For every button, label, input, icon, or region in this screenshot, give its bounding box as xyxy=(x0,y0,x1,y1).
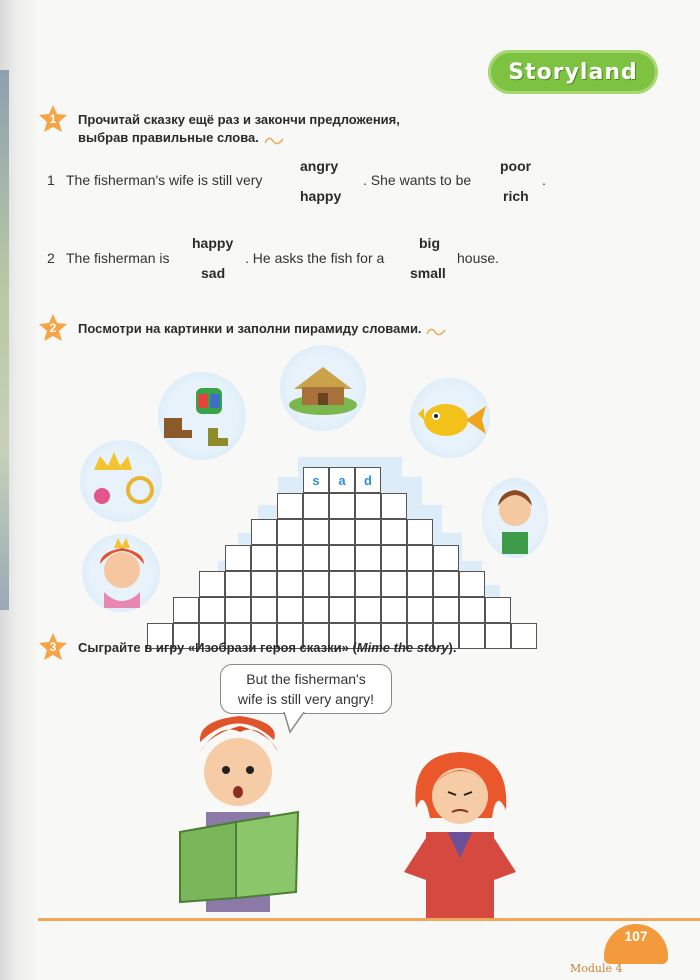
goldfish-icon xyxy=(410,378,490,458)
pyramid-cell[interactable] xyxy=(329,467,355,493)
exercise-1-instruction-line1: Прочитай сказку ещё раз и закончи предложения, xyxy=(78,112,400,127)
pyramid-cell[interactable] xyxy=(485,623,511,649)
pyramid-cell[interactable] xyxy=(355,545,381,571)
pyramid-cell[interactable] xyxy=(459,597,485,623)
pyramid-cell[interactable] xyxy=(329,545,355,571)
fish-picture xyxy=(410,378,490,458)
pyramid-cell[interactable] xyxy=(381,571,407,597)
item-2-text-c: house. xyxy=(457,250,500,266)
pyramid-cell[interactable] xyxy=(355,519,381,545)
jewels-picture xyxy=(80,440,162,522)
pyramid-cell[interactable] xyxy=(381,545,407,571)
pyramid-cell[interactable] xyxy=(199,571,225,597)
house-picture xyxy=(280,345,366,431)
pyramid-cell[interactable] xyxy=(329,597,355,623)
exercise-1-instruction-line2: выбрав правильные слова. xyxy=(78,130,259,145)
pyramid-cell[interactable] xyxy=(511,623,537,649)
speech-line-1: But the fisherman's xyxy=(246,671,366,687)
pyramid-cell[interactable] xyxy=(225,545,251,571)
boy-reading-illustration xyxy=(170,712,310,918)
exercise-3-instruction xyxy=(78,639,457,657)
pyramid-cell[interactable] xyxy=(407,597,433,623)
pencil-icon xyxy=(425,324,447,336)
crown-icon xyxy=(80,440,162,522)
exercise-3-badge xyxy=(38,632,68,662)
pyramid-cell[interactable] xyxy=(303,467,329,493)
clothes-icon xyxy=(158,372,246,460)
pyramid-cell[interactable] xyxy=(329,519,355,545)
pyramid-cell[interactable] xyxy=(355,571,381,597)
footer-line xyxy=(38,918,700,921)
pyramid-cell[interactable] xyxy=(173,597,199,623)
pyramid-cell[interactable] xyxy=(459,571,485,597)
pyramid-cell[interactable] xyxy=(303,519,329,545)
pyramid-cell[interactable] xyxy=(355,467,381,493)
pyramid-cell[interactable] xyxy=(407,545,433,571)
module-label: Module 4 xyxy=(570,962,623,975)
pyramid-cell[interactable] xyxy=(277,597,303,623)
pyramid-cell[interactable] xyxy=(277,571,303,597)
item-1-choice-happy[interactable]: happy xyxy=(300,188,342,204)
item-2-text-b: . He asks the fish for a xyxy=(245,250,385,266)
pyramid-cell[interactable] xyxy=(225,597,251,623)
pyramid-cell[interactable] xyxy=(485,597,511,623)
pyramid-cell[interactable] xyxy=(251,519,277,545)
exercise-1-number: 1 xyxy=(49,112,57,126)
exercise-3-instruction-start: Сыграйте в игру «Изобрази героя сказки» ( xyxy=(78,640,357,655)
pyramid-cell[interactable] xyxy=(277,545,303,571)
item-1-choice-poor[interactable]: poor xyxy=(500,158,532,174)
exercise-3-instruction-italic: Mime the story xyxy=(356,640,449,655)
item-1-text-b: . She wants to be xyxy=(363,172,472,188)
item-1-text-a: The fisherman's wife is still very xyxy=(66,172,263,188)
exercise-2-instruction-text: Посмотри на картинки и заполни пирамиду словами. xyxy=(78,321,422,336)
item-1-number: 1 xyxy=(47,172,55,188)
pyramid-cell[interactable] xyxy=(381,597,407,623)
item-2-choice-small[interactable]: small xyxy=(410,265,446,281)
pyramid-letter: d xyxy=(364,472,372,488)
exercise-3-number: 3 xyxy=(49,640,57,654)
previous-page-edge xyxy=(0,70,9,610)
storyland-label: Storyland xyxy=(508,59,638,85)
pyramid-cell[interactable] xyxy=(277,519,303,545)
pyramid-cell[interactable] xyxy=(407,519,433,545)
pyramid-cell[interactable] xyxy=(329,493,355,519)
speech-bubble xyxy=(220,664,392,714)
exercise-1-badge xyxy=(38,104,68,134)
pyramid-cell[interactable] xyxy=(407,571,433,597)
pyramid-cell[interactable] xyxy=(433,597,459,623)
house-icon xyxy=(280,345,366,431)
pyramid-letter: s xyxy=(312,472,320,488)
pyramid-cell[interactable] xyxy=(433,545,459,571)
pencil-icon xyxy=(263,133,285,145)
exercise-2-badge xyxy=(38,313,68,343)
pyramid-cell[interactable] xyxy=(251,545,277,571)
pyramid-cell[interactable] xyxy=(303,571,329,597)
item-1-text-c: . xyxy=(542,172,546,188)
pyramid-letter: a xyxy=(338,472,346,488)
item-2-text-a: The fisherman is xyxy=(66,250,170,266)
pyramid-cell[interactable] xyxy=(303,545,329,571)
clothes-picture xyxy=(158,372,246,460)
exercise-1-instruction xyxy=(78,111,400,147)
speech-line-2: wife is still very angry! xyxy=(237,691,375,707)
pyramid-cell[interactable] xyxy=(459,623,485,649)
item-2-choice-sad[interactable]: sad xyxy=(201,265,226,281)
pyramid-cell[interactable] xyxy=(355,493,381,519)
girl-illustration xyxy=(396,748,526,918)
exercise-3-instruction-end: ). xyxy=(448,640,457,655)
item-2-number: 2 xyxy=(47,250,55,266)
wife-picture xyxy=(82,534,160,612)
pyramid-cell[interactable] xyxy=(381,493,407,519)
page-number: 107 xyxy=(624,928,648,944)
item-1-choice-rich[interactable]: rich xyxy=(503,188,529,204)
old-woman-icon xyxy=(82,534,160,612)
pyramid-cell[interactable] xyxy=(225,571,251,597)
storyland-badge xyxy=(488,50,658,94)
item-2-choice-big[interactable]: big xyxy=(419,235,440,251)
pyramid-cell[interactable] xyxy=(199,597,225,623)
exercise-2-instruction xyxy=(78,320,447,338)
pyramid-cell[interactable] xyxy=(251,571,277,597)
pyramid-cell[interactable] xyxy=(251,597,277,623)
pyramid-cell[interactable] xyxy=(277,493,303,519)
pyramid-cell[interactable] xyxy=(381,519,407,545)
pyramid-cell[interactable] xyxy=(355,597,381,623)
pyramid-cell[interactable] xyxy=(303,597,329,623)
item-2-choice-happy[interactable]: happy xyxy=(192,235,234,251)
item-1-choice-angry[interactable]: angry xyxy=(300,158,339,174)
pyramid-cell[interactable] xyxy=(329,571,355,597)
pyramid-cell[interactable] xyxy=(433,571,459,597)
exercise-2-number: 2 xyxy=(49,321,57,335)
pyramid-cell[interactable] xyxy=(303,493,329,519)
